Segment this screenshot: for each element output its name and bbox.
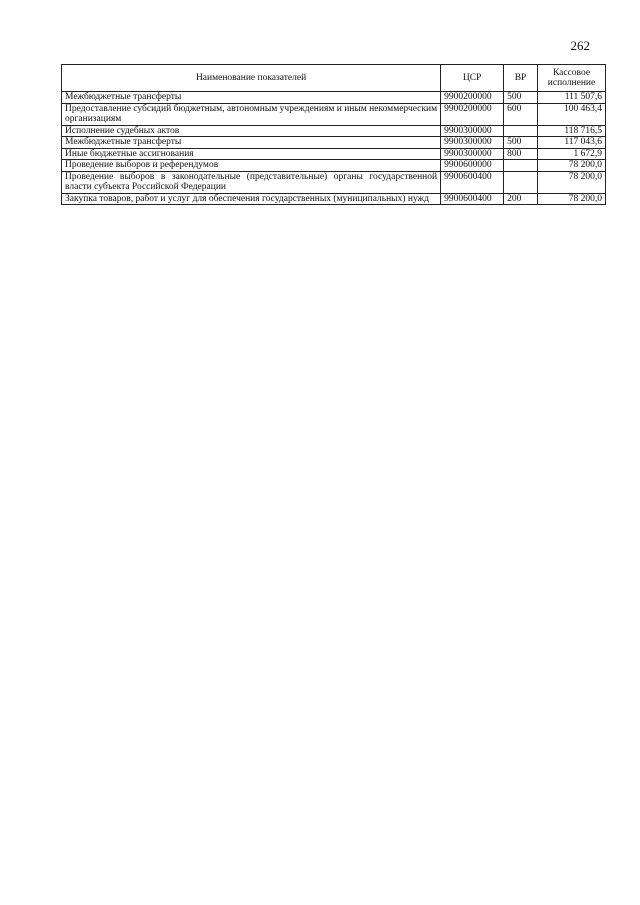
- row-vr: [504, 171, 538, 193]
- row-csr: 9900300000: [441, 148, 504, 160]
- row-sum: 78 200,0: [538, 160, 606, 172]
- row-vr: 600: [504, 103, 538, 125]
- row-vr: 800: [504, 148, 538, 160]
- row-sum: 118 716,5: [538, 125, 606, 137]
- row-name: Иные бюджетные ассигнования: [62, 148, 441, 160]
- table-row: [62, 193, 606, 205]
- row-csr: 9900300000: [441, 125, 504, 137]
- row-csr: 9900200000: [441, 103, 504, 125]
- table-row: [62, 160, 606, 172]
- row-csr: 9900600400: [441, 193, 504, 205]
- row-sum: 1 672,9: [538, 148, 606, 160]
- table-row: [62, 148, 606, 160]
- header-csr: ЦСР: [441, 65, 504, 92]
- row-name: Предоставление субсидий бюджетным, автономным учреждениям и иным некоммерческим организациям: [62, 103, 441, 125]
- row-sum: 111 507,6: [538, 92, 606, 104]
- row-csr: 9900600400: [441, 171, 504, 193]
- table-header-row: [62, 65, 606, 92]
- table-row: [62, 171, 606, 193]
- table-row: [62, 137, 606, 149]
- row-csr: 9900200000: [441, 92, 504, 104]
- row-name: Межбюджетные трансферты: [62, 92, 441, 104]
- row-sum: 78 200,0: [538, 171, 606, 193]
- row-name: Проведение выборов и референдумов: [62, 160, 441, 172]
- row-csr: 9900300000: [441, 137, 504, 149]
- header-vr: ВР: [504, 65, 538, 92]
- row-vr: [504, 125, 538, 137]
- row-sum: 78 200,0: [538, 193, 606, 205]
- row-name: Закупка товаров, работ и услуг для обеспечения государственных (муниципальных) нужд: [62, 193, 441, 205]
- table-row: [62, 125, 606, 137]
- page-number: 262: [570, 38, 590, 53]
- row-name: Проведение выборов в законодательные (представительные) органы государственной власти субъекта Российской Федерации: [62, 171, 441, 193]
- row-vr: 200: [504, 193, 538, 205]
- row-vr: [504, 160, 538, 172]
- row-sum: 117 043,6: [538, 137, 606, 149]
- row-vr: 500: [504, 92, 538, 104]
- row-name: Исполнение судебных актов: [62, 125, 441, 137]
- table-row: [62, 92, 606, 104]
- header-sum: Кассовое исполнение: [538, 65, 606, 92]
- row-vr: 500: [504, 137, 538, 149]
- row-csr: 9900600000: [441, 160, 504, 172]
- header-name: Наименование показателей: [62, 65, 441, 92]
- row-sum: 100 463,4: [538, 103, 606, 125]
- row-name: Межбюджетные трансферты: [62, 137, 441, 149]
- table-row: [62, 103, 606, 125]
- budget-table: [61, 64, 606, 205]
